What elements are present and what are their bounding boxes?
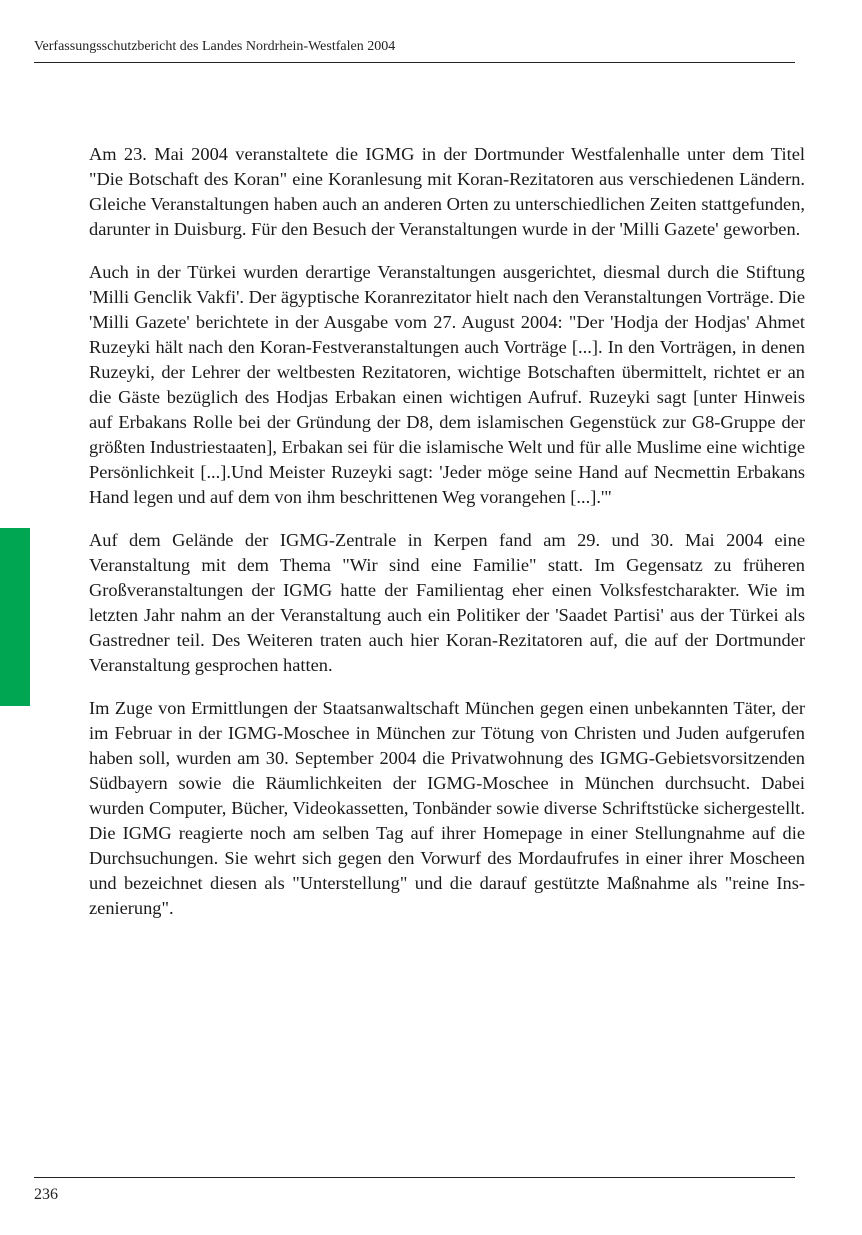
- paragraph-kerpen-event: Auf dem Gelände der IGMG-Zentrale in Kerpen fand am 29. und 30. Mai 2004 eine Veranstaltung mit dem Thema "Wir sind eine Familie" statt. Im Gegensatz zu früheren Großveranstaltungen der IGMG hatte der Familientag eher einen Volksfestcharakter. Wie im letzten Jahr nahm an der Veranstaltung auch ein Politiker der 'Saadet Partisi' aus der Türkei als Gastredner teil. Des Weiteren traten auch hier Koran-Rezitatoren auf, die auf der Dortmunder Veranstaltung gesprochen hatten.: [89, 530, 805, 675]
- paragraph-munich-investigation: Im Zuge von Ermittlungen der Staatsanwaltschaft München gegen einen unbekannten Täter, der im Februar in der IGMG-Moschee in München zur Tötung von Christen und Juden aufgerufen haben soll, wurden am 30. September 2004 die Privatwohnung des IGMG-Gebietsvorsitzenden Südbayern sowie die Räumlichkeiten der IGMG-Moschee in München durchsucht. Dabei wurden Computer, Bücher, Videokassetten, Tonbänder sowie diverse Schriftstücke sichergestellt. Die IGMG reagierte noch am selben Tag auf ihrer Homepage in einer Stellungnahme auf die Durchsuchungen. Sie wehrt sich gegen den Vorwurf des Mordaufrufes in einer ihrer Moscheen und bezeichnet diesen als "Unterstellung" und die darauf gestützte Maßnahme als "reine Inszenierung".: [89, 698, 805, 918]
- paragraph-turkey-events: Auch in der Türkei wurden derartige Veranstaltungen ausgerichtet, diesmal durch die Stiftung 'Milli Genclik Vakfi'. Der ägyptische Koranrezitator hielt nach den Veranstaltungen Vorträge. Die 'Milli Gazete' berichtete in der Ausgabe vom 27. August 2004: "Der 'Hodja der Hodjas' Ahmet Ruzeyki hält nach den Koran-Festveranstaltungen auch Vorträge [...]. In den Vorträgen, in denen Ruzeyki, der Lehrer der weltbesten Rezitatoren, wichtige Botschaften übermittelt, richtet er an die Gäste bezüglich des Hodjas Erbakan einen wichtigen Aufruf. Ruzeyki sagt [unter Hinweis auf Erbakans Rolle bei der Gründung der D8, dem islamischen Gegenstück zur G8-Gruppe der größten Industriestaaten], Erbakan sei für die islamische Welt und für alle Muslime eine wichtige Persönlichkeit [...].Und Meister Ruzeyki sagt: 'Jeder möge seine Hand auf Necmettin Erbakans Hand legen und auf dem von ihm beschrittenen Weg vorangehen [...].'": [89, 262, 805, 507]
- page-number: 236: [34, 1186, 58, 1203]
- paragraph-dortmund-event: Am 23. Mai 2004 veranstaltete die IGMG in der Dortmunder Westfalenhalle unter dem Titel "Die Botschaft des Koran" eine Koranlesung mit Koran-Rezitatoren aus verschiedenen Ländern. Gleiche Veranstaltungen haben auch an anderen Orten zu unterschiedlichen Zeiten stattgefunden, darunter in Duisburg. Für den Besuch der Veranstaltungen wurde in der 'Milli Gazete' geworben.: [89, 144, 805, 239]
- header-title: Verfassungsschutzbericht des Landes Nordrhein-Westfalen 2004: [34, 39, 396, 54]
- footer-rule: [34, 1177, 795, 1178]
- chapter-marker-tab: [0, 528, 30, 706]
- running-header: [34, 38, 795, 63]
- body-text: [89, 142, 805, 921]
